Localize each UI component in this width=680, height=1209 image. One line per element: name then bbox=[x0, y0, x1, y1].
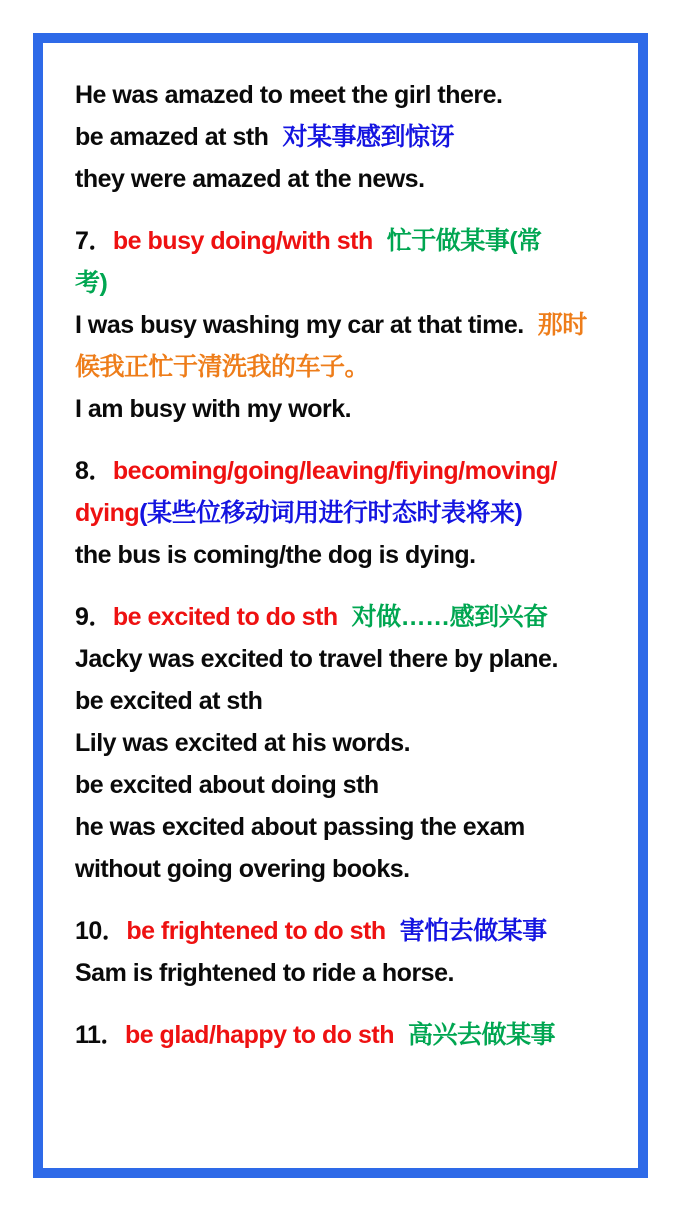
text-segment: 候我正忙于清洗我的车子。 bbox=[75, 353, 370, 381]
text-segment: he was excited about passing the exam bbox=[75, 813, 525, 841]
text-segment: 害怕去做某事 bbox=[399, 917, 547, 945]
paragraph bbox=[75, 220, 630, 430]
text-line bbox=[75, 388, 630, 430]
text-line bbox=[75, 304, 630, 346]
text-segment: be frightened to do sth bbox=[126, 917, 386, 945]
text-line bbox=[75, 74, 630, 116]
text-line bbox=[75, 596, 630, 638]
text-line bbox=[75, 346, 630, 388]
paragraph bbox=[75, 74, 630, 200]
text-segment: 10． bbox=[75, 917, 127, 945]
text-line bbox=[75, 1014, 630, 1056]
text-line bbox=[75, 534, 630, 576]
text-line bbox=[75, 262, 630, 304]
text-line bbox=[75, 158, 630, 200]
text-segment: 那时 bbox=[537, 311, 587, 339]
text-line bbox=[75, 910, 630, 952]
text-segment: (某些位移动词用进行时态时表将来) bbox=[139, 499, 523, 527]
text-segment: be glad/happy to do sth bbox=[124, 1021, 394, 1049]
text-segment: Lily was excited at his words. bbox=[75, 729, 411, 757]
text-segment: 11． bbox=[75, 1021, 125, 1049]
text-segment: I am busy with my work. bbox=[75, 395, 352, 423]
text-line bbox=[75, 116, 630, 158]
text-line bbox=[75, 806, 630, 848]
text-segment: Sam is frightened to ride a horse. bbox=[75, 959, 454, 987]
text-line bbox=[75, 220, 630, 262]
text-segment: without going overing books. bbox=[75, 855, 410, 883]
paragraph bbox=[75, 910, 630, 994]
text-segment: 高兴去做某事 bbox=[408, 1021, 556, 1049]
text-line bbox=[75, 680, 630, 722]
text-line bbox=[75, 492, 630, 534]
text-line bbox=[75, 764, 630, 806]
text-segment: be amazed at sth bbox=[75, 123, 269, 151]
text-line bbox=[75, 848, 630, 890]
text-segment: I was busy washing my car at that time. bbox=[75, 311, 524, 339]
text-segment: dying bbox=[75, 499, 140, 527]
text-segment: be excited to do sth bbox=[112, 603, 338, 631]
text-segment: 9． bbox=[75, 603, 113, 631]
text-line bbox=[75, 450, 630, 492]
paragraph bbox=[75, 450, 630, 576]
text-line bbox=[75, 722, 630, 764]
text-segment: He was amazed to meet the girl there. bbox=[75, 81, 503, 109]
page-frame bbox=[33, 33, 648, 1178]
text-line bbox=[75, 952, 630, 994]
text-segment: 8． bbox=[75, 457, 113, 485]
text-segment: be excited about doing sth bbox=[75, 771, 379, 799]
text-segment: 7． bbox=[75, 227, 113, 255]
text-segment: Jacky was excited to travel there by plane. bbox=[75, 645, 558, 673]
text-segment: 对做……感到兴奋 bbox=[351, 603, 548, 631]
paragraph bbox=[75, 1014, 630, 1056]
text-segment: becoming/going/leaving/fiying/moving/ bbox=[112, 457, 557, 485]
text-segment: 对某事感到惊讶 bbox=[282, 123, 454, 151]
text-segment: the bus is coming/the dog is dying. bbox=[75, 541, 476, 569]
text-segment: be busy doing/with sth bbox=[112, 227, 373, 255]
text-segment: they were amazed at the news. bbox=[75, 165, 425, 193]
document-body bbox=[43, 43, 638, 1056]
paragraph bbox=[75, 596, 630, 890]
text-segment: 忙于做某事(常 bbox=[386, 227, 542, 255]
text-line bbox=[75, 638, 630, 680]
text-segment: be excited at sth bbox=[75, 687, 263, 715]
text-segment: 考) bbox=[75, 269, 108, 297]
